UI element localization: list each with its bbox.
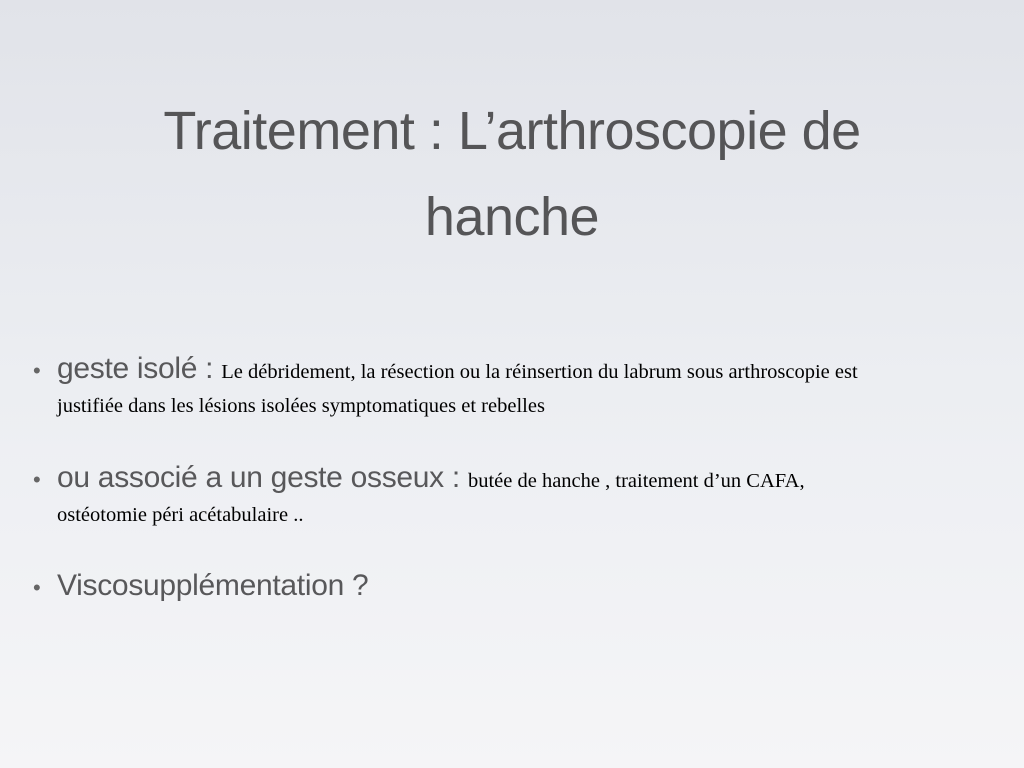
bullet-text-line-1: butée de hanche , traitement d’un CAFA, xyxy=(467,470,805,492)
title-line-2: hanche xyxy=(424,187,600,247)
bullet-lead: geste isolé : xyxy=(57,352,222,385)
title-line-1: Traitement : L’arthroscopie de xyxy=(163,101,861,161)
bullet-lead: Viscosupplémentation ? xyxy=(57,569,369,602)
bullet-geste-isole xyxy=(33,352,997,423)
bullet-viscosupplementation xyxy=(33,569,997,603)
bullet-geste-osseux xyxy=(33,461,997,532)
bullet-text-line-1: Le débridement, la résection ou la réinsertion du labrum sous arthroscopie est xyxy=(221,361,858,383)
bullet-lead: ou associé a un geste osseux : xyxy=(57,461,468,494)
bullet-icon: • xyxy=(33,358,41,383)
bullet-text-line-2: ostéotomie péri acétabulaire .. xyxy=(57,504,304,526)
bullet-text-line-2: justifiée dans les lésions isolées symptomatiques et rebelles xyxy=(57,395,545,417)
bullet-icon: • xyxy=(33,575,41,600)
slide-title xyxy=(0,88,1024,260)
bullet-icon: • xyxy=(33,467,41,492)
